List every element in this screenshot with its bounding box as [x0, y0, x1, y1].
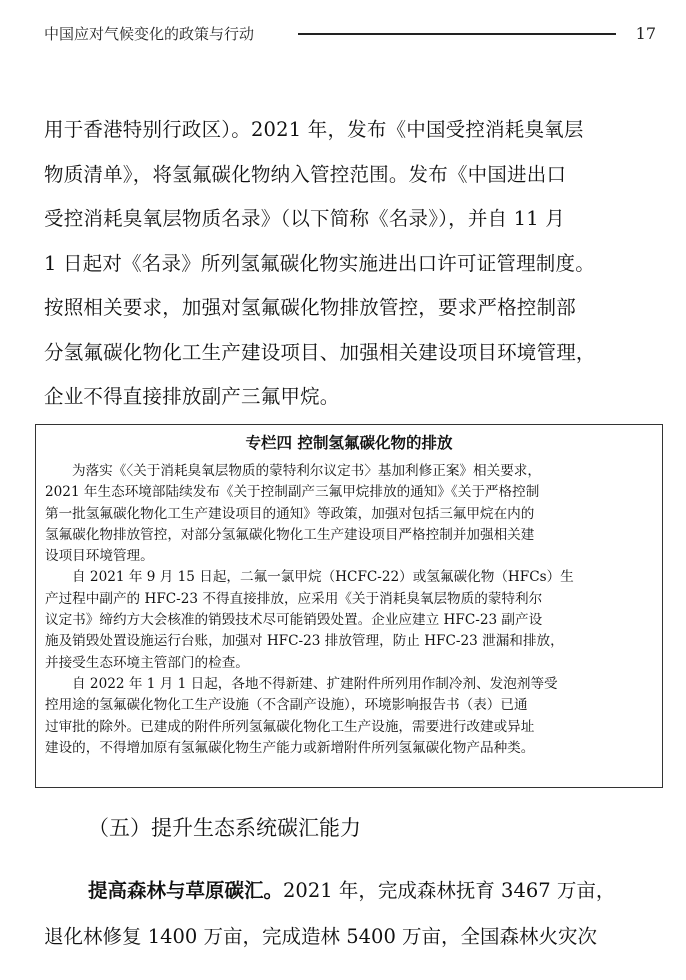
box-line: 控用途的氢氟碳化物化工生产设施（不含副产设施），环境影响报告书（表）已通 — [45, 697, 528, 714]
box-line: 议定书》缔约方大会核准的销毁技术尽可能销毁处置。企业应建立 HFC-23 副产设 — [45, 612, 543, 629]
box-title: 专栏四 控制氢氟碳化物的排放 — [245, 434, 453, 452]
box-line: 过审批的除外。已建成的附件所列氢氟碳化物化工生产设施，需要进行改建或异址 — [45, 718, 535, 735]
final-line: 退化林修复 1400 万亩，完成造林 5400 万亩，全国森林火灾次 — [44, 925, 598, 948]
box-line: 施及销毁处置设施运行台账，加强对 HFC-23 排放管理，防止 HFC-23 泄漏和排放， — [45, 633, 564, 650]
page-header — [44, 22, 656, 46]
body-line: 企业不得直接排放副产三氟甲烷。 — [44, 385, 340, 408]
lead-bold-text: 提高森林与草原碳汇。 — [88, 879, 284, 902]
section-heading: （五）提升生态系统碳汇能力 — [88, 816, 361, 840]
body-line: 分氢氟碳化物化工生产建设项目、加强相关建设项目环境管理， — [44, 340, 596, 364]
final-paragraph — [44, 868, 656, 960]
box-line: 为落实《〈关于消耗臭氧层物质的蒙特利尔议定书〉基加利修正案》相关要求， — [72, 463, 541, 479]
header-rule — [298, 33, 616, 35]
header-title: 中国应对气候变化的政策与行动 — [44, 25, 255, 43]
body-line: 用于香港特别行政区）。2021 年，发布《中国受控消耗臭氧层 — [44, 118, 584, 141]
body-line: 按照相关要求，加强对氢氟碳化物排放管控，要求严格控制部 — [44, 296, 576, 319]
box-body — [45, 461, 653, 759]
sidebar-box — [35, 424, 663, 788]
final-line-rest: 2021 年，完成森林抚育 3467 万亩， — [283, 879, 616, 902]
body-line: 物质清单》，将氢氟碳化物纳入管控范围。发布《中国进出口 — [44, 162, 567, 186]
body-line: 受控消耗臭氧层物质名录》（以下简称《名录》），并自 11 月 — [44, 207, 565, 230]
box-line: 第一批氢氟碳化物化工生产建设项目的通知》等政策，加强对包括三氟甲烷在内的 — [45, 505, 535, 522]
box-line: 2021 年生态环境部陆续发布《关于控制副产三氟甲烷排放的通知》《关于严格控制 — [45, 484, 540, 501]
box-line: 自 2021 年 9 月 15 日起，二氟一氯甲烷（HCFC-22）或氢氟碳化物（HFCs）生 — [72, 569, 574, 586]
body-line: 1 日起对《名录》所列氢氟碳化物实施进出口许可证管理制度。 — [44, 251, 595, 275]
final-line — [44, 868, 656, 914]
box-line: 设项目环境管理。 — [45, 548, 154, 565]
body-paragraph — [44, 108, 654, 420]
box-line: 建设的，不得增加原有氢氟碳化物生产能力或新增附件所列氢氟碳化物产品种类。 — [45, 739, 535, 756]
page-number: 17 — [635, 24, 656, 43]
box-line: 氢氟碳化物排放管控，对部分氢氟碳化物化工生产建设项目严格控制并加强相关建 — [45, 526, 535, 543]
box-line: 自 2022 年 1 月 1 日起，各地不得新建、扩建附件所列用作制冷剂、发泡剂等受 — [72, 675, 558, 692]
box-line: 产过程中副产的 HFC-23 不得直接排放，应采用《关于消耗臭氧层物质的蒙特利尔 — [45, 590, 543, 607]
box-line: 并接受生态环境主管部门的检查。 — [45, 654, 249, 671]
